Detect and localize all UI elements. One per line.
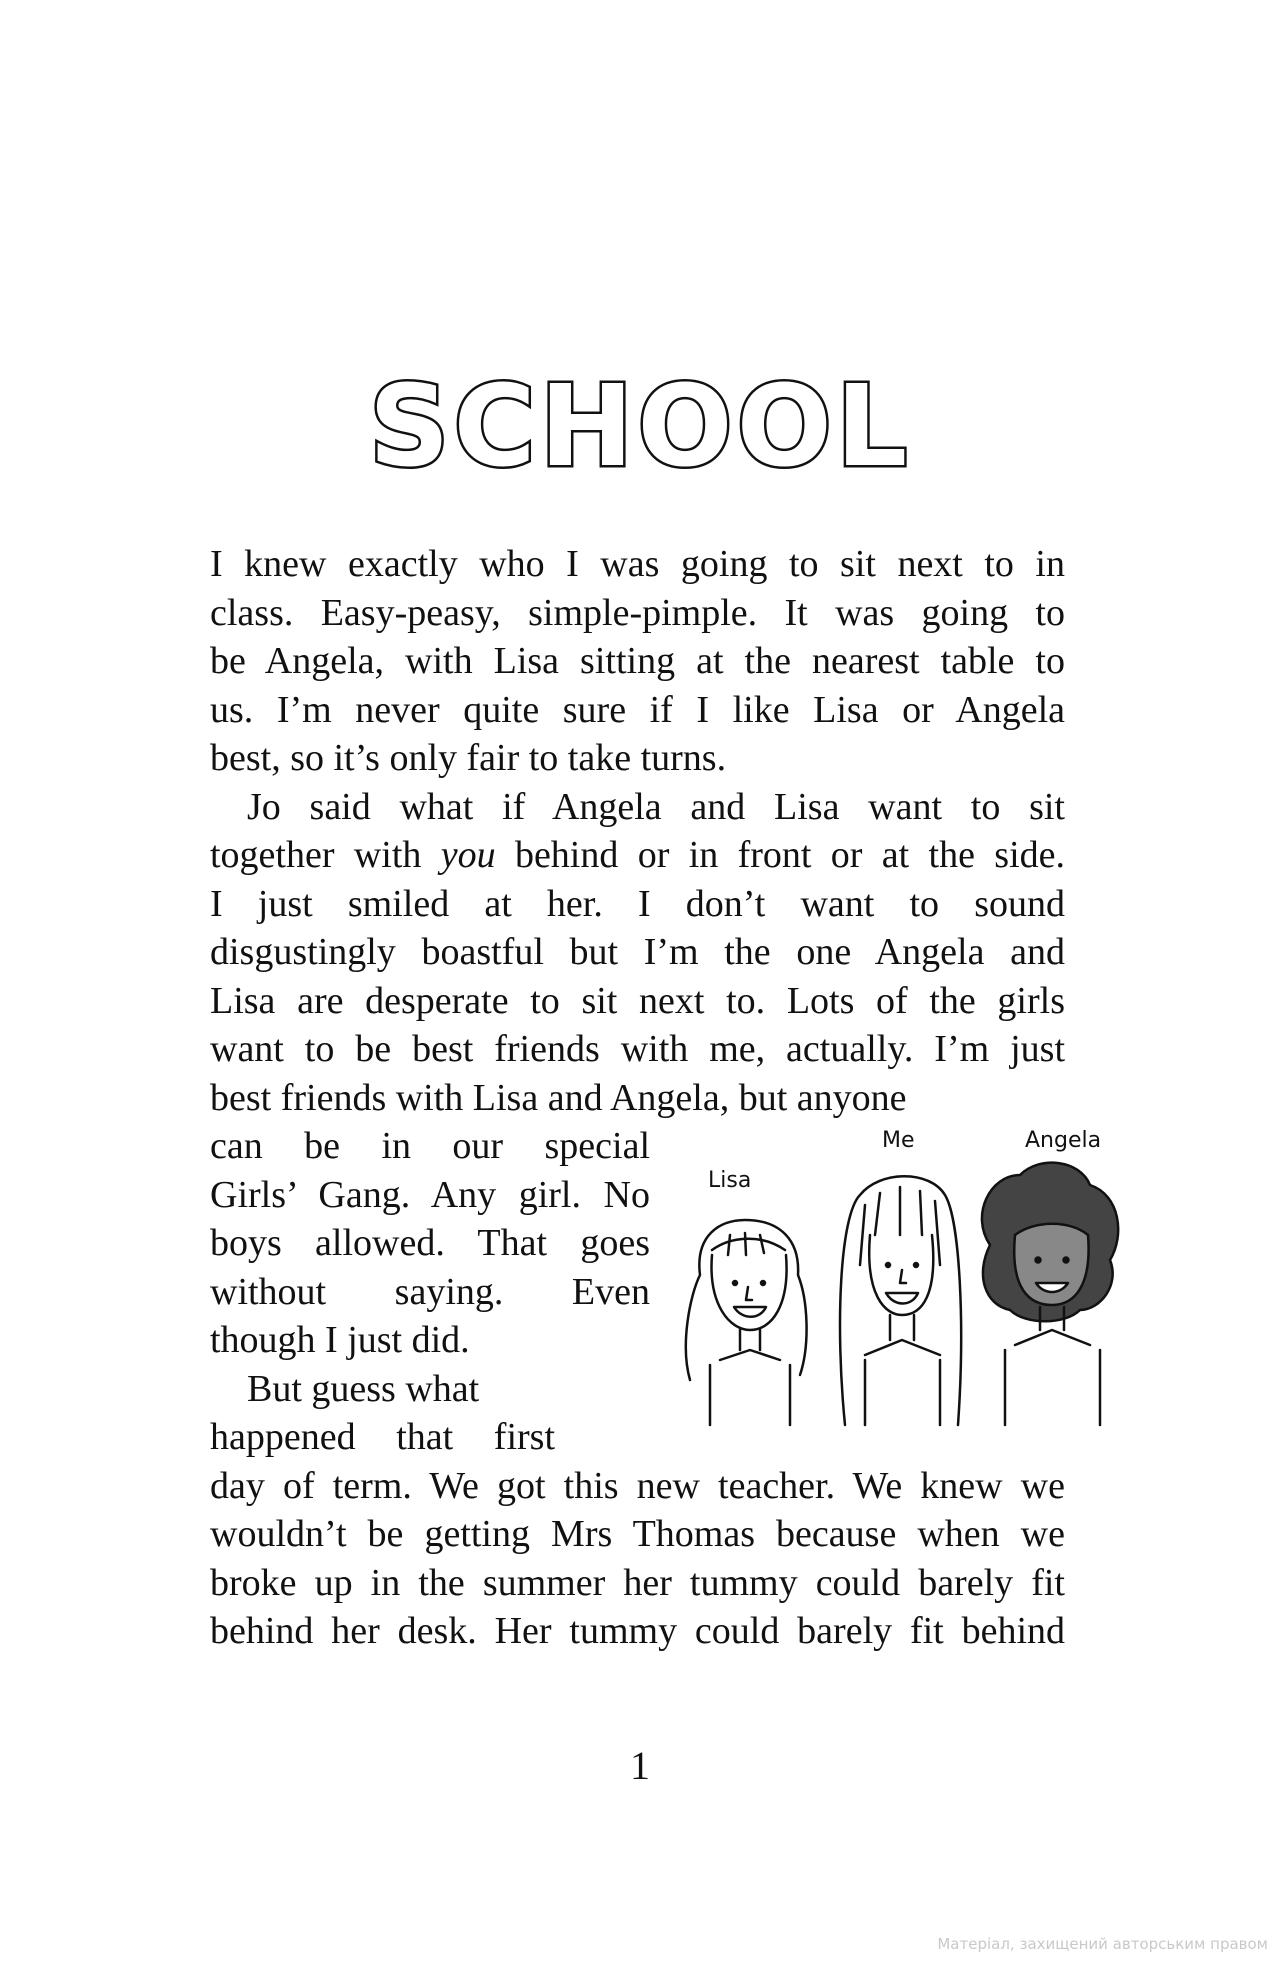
text-line: happened that first: [210, 1416, 555, 1458]
chapter-title: [368, 355, 912, 495]
text-line: Girls’ Gang. Any girl. No: [210, 1173, 650, 1216]
text-line: us. I’m never quite sure if I like Lisa or Angela: [210, 688, 1065, 731]
text-line: I just smiled at her. I don’t want to sound: [210, 882, 1065, 925]
page-number: 1: [630, 1743, 650, 1788]
angela-figure: [982, 1163, 1118, 1425]
text-line: best friends with Lisa and Angela, but anyone: [210, 1076, 907, 1119]
text-line: without saying. Even: [210, 1270, 650, 1313]
me-figure: [840, 1176, 961, 1425]
label-me: Me: [882, 1128, 915, 1153]
girls-illustration: [660, 1125, 1140, 1425]
text-line: class. Easy-peasy, simple-pimple. It was going to: [210, 591, 1065, 634]
label-angela: Angela: [1025, 1128, 1102, 1153]
text-line: though I just did.: [210, 1319, 470, 1361]
text-line: want to be best friends with me, actually. I’m just: [210, 1028, 1065, 1070]
text-line: behind her desk. Her tummy could barely fit behind: [210, 1610, 1065, 1652]
text-line: Lisa are desperate to sit next to. Lots of the girls: [210, 979, 1065, 1022]
text-line: be Angela, with Lisa sitting at the nearest table to: [210, 640, 1065, 682]
illustration-drawing: [660, 1125, 1140, 1425]
text-line: disgustingly boastful but I’m the one Angela and: [210, 931, 1065, 973]
text-line: Jo said what if Angela and Lisa want to sit: [247, 785, 1065, 828]
copyright-watermark: Матеріал, захищений авторським правом: [937, 1935, 1268, 1953]
text-line: best, so it’s only fair to take turns.: [210, 737, 727, 779]
text-line: boys allowed. That goes: [210, 1222, 650, 1264]
text-line: I knew exactly who I was going to sit next to in: [210, 543, 1065, 585]
text-line: can be in our special: [210, 1125, 650, 1167]
text-fragment: together with: [210, 834, 441, 876]
text-fragment: behind or in front or at the side.: [495, 834, 1066, 876]
text-line: broke up in the summer her tummy could barely fit: [210, 1561, 1065, 1604]
text-line-with-emphasis: [210, 831, 1065, 880]
chapter-title-text: SCHOOL: [368, 362, 912, 492]
text-line: wouldn’t be getting Mrs Thomas because when we: [210, 1513, 1065, 1555]
chapter-title-lettering: [368, 355, 912, 495]
paragraph-1: [210, 540, 1065, 783]
emphasis-you: you: [440, 834, 496, 876]
lisa-figure: [686, 1220, 807, 1425]
body-text: [210, 540, 1065, 1656]
text-line: day of term. We got this new teacher. We knew we: [210, 1464, 1065, 1507]
text-line: But guess what: [247, 1367, 480, 1410]
label-lisa: Lisa: [708, 1168, 752, 1193]
